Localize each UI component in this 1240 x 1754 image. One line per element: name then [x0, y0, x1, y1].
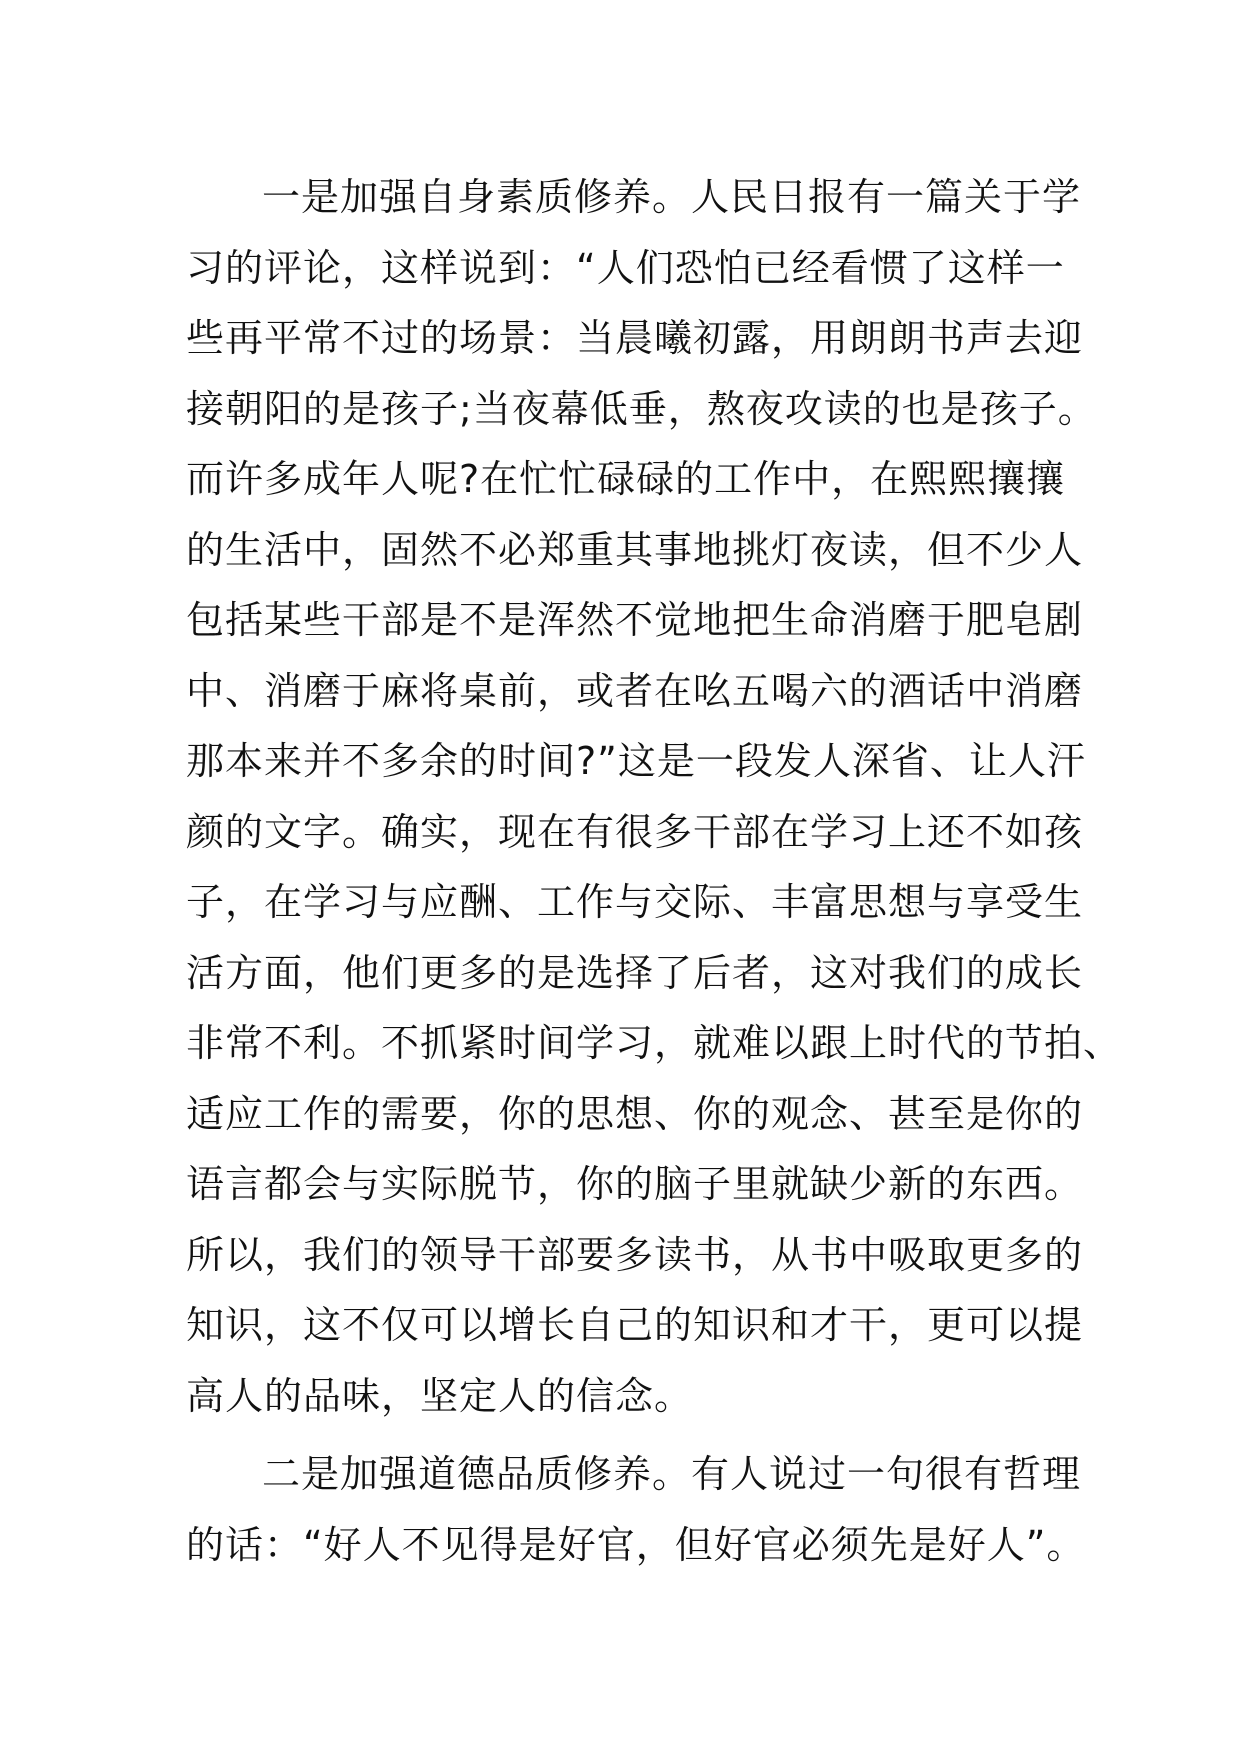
- text-line: 而许多成年人呢?在忙忙碌碌的工作中，在熙熙攘攘: [186, 457, 1066, 501]
- text-line: 非常不利。不抓紧时间学习，就难以跟上时代的节拍、: [186, 1021, 1123, 1065]
- text-line: 些再平常不过的场景：当晨曦初露，用朗朗书声去迎: [186, 316, 1084, 360]
- text-line: 接朝阳的是孩子;当夜幕低垂，熬夜攻读的也是孩子。: [186, 386, 1097, 431]
- paragraph-self-cultivation: [186, 162, 1123, 1431]
- text-line: 适应工作的需要，你的思想、你的观念、甚至是你的: [186, 1091, 1084, 1136]
- text-line: 二是加强道德品质修养。有人说过一句很有哲理: [262, 1452, 1082, 1496]
- text-line: 高人的品味，坚定人的信念。: [186, 1373, 694, 1418]
- text-line: 中、消磨于麻将桌前，或者在吆五喝六的酒话中消磨: [186, 668, 1084, 713]
- text-line: 语言都会与实际脱节，你的脑子里就缺少新的东西。: [186, 1162, 1084, 1206]
- text-line: 的生活中，固然不必郑重其事地挑灯夜读，但不少人: [186, 527, 1084, 572]
- text-line: 子，在学习与应酬、工作与交际、丰富思想与享受生: [186, 880, 1084, 924]
- text-line: 那本来并不多余的时间?”这是一段发人深省、让人汗: [186, 739, 1086, 783]
- text-line: 习的评论，这样说到：“人们恐怕已经看惯了这样一: [186, 245, 1065, 290]
- text-line: 的话：“好人不见得是好官，但好官必须先是好人”。: [186, 1522, 1086, 1567]
- text-line: 颜的文字。确实，现在有很多干部在学习上还不如孩: [186, 809, 1084, 854]
- text-line: 知识，这不仅可以增长自己的知识和才干，更可以提: [186, 1303, 1084, 1347]
- text-line: 包括某些干部是不是浑然不觉地把生命消磨于肥皂剧: [186, 598, 1084, 642]
- paragraph-moral-cultivation: [186, 1439, 1086, 1580]
- body-text: [186, 162, 1123, 1580]
- text-line: 所以，我们的领导干部要多读书，从书中吸取更多的: [186, 1232, 1084, 1277]
- text-line: 活方面，他们更多的是选择了后者，这对我们的成长: [186, 950, 1084, 995]
- text-line: 一是加强自身素质修养。人民日报有一篇关于学: [262, 175, 1082, 219]
